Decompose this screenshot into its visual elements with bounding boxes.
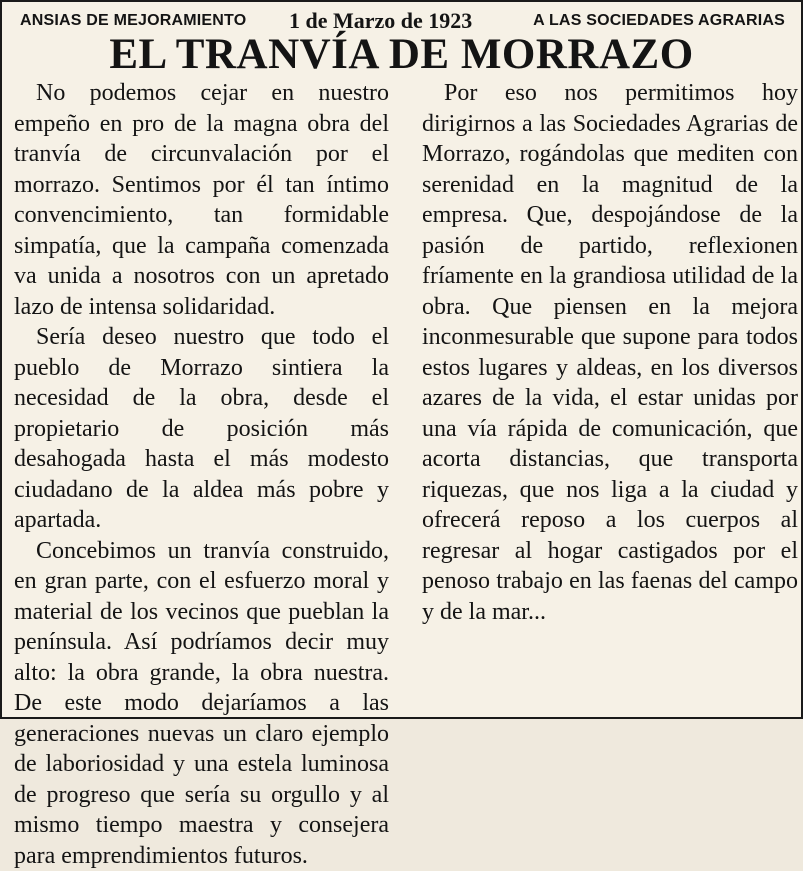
headline: EL TRANVÍA DE MORRAZO	[2, 30, 801, 79]
publication-date: 1 de Marzo de 1923	[289, 8, 472, 34]
column-title: A LAS SOCIEDADES AGRARIAS	[533, 12, 785, 30]
section-label: ANSIAS DE MEJORAMIENTO	[20, 12, 246, 30]
article-column-left	[14, 78, 389, 871]
article-paragraph: Por eso nos permitimos hoy dirigirnos a las Sociedades Agrarias de Morrazo, rogándolas que mediten con serenidad en la magnitud de la empresa. Que, despojándose de la pasión de partido, reflexionen fríamente en la grandiosa utilidad de la obra. Que piensen en la mejora inconmesurable que supone para todos estos lugares y aldeas, en los diversos azares de la vida, el estar unidas por una vía rápida de comunicación, que acorta distancias, que transporta riquezas, que nos liga a la ciudad y ofrecerá reposo a los cuerpos al regresar al hogar castigados por el penoso trabajo en las faenas del campo y de la mar...	[422, 78, 798, 627]
article-column-right	[422, 78, 798, 627]
article-paragraph: Sería deseo nuestro que todo el pueblo de Morrazo sintiera la necesidad de la obra, desde el propietario de posición más desahogada hasta el más modesto ciudadano de la aldea más pobre y apartada.	[14, 322, 389, 536]
article-paragraph: No podemos cejar en nuestro empeño en pro de la magna obra del tranvía de circunvalación por el morrazo. Sentimos por él tan íntimo convencimiento, tan formidable simpatía, que la campaña comenzada va unida a nosotros con un apretado lazo de intensa solidaridad.	[14, 78, 389, 322]
article-paragraph: Concebimos un tranvía construido, en gran parte, con el esfuerzo moral y material de los vecinos que pueblan la península. Así podríamos decir muy alto: la obra grande, la obra nuestra. De este modo dejaríamos a las generaciones nuevas un claro ejemplo de laboriosidad y una estela luminosa de progreso que sería su orgullo y al mismo tiempo maestra y consejera para emprendimientos futuros.	[14, 536, 389, 871]
